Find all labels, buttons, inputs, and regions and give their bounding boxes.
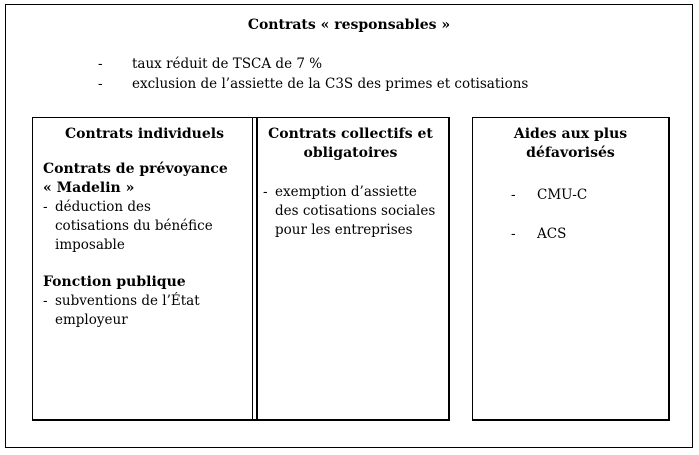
box-content: [263, 183, 442, 240]
box-contrats-individuels: [32, 117, 258, 421]
list-item: - ACS: [511, 226, 567, 242]
dash-icon: -: [43, 199, 48, 215]
dash-icon: -: [511, 187, 516, 203]
dash-icon: -: [98, 56, 103, 72]
list-item: - CMU-C: [511, 187, 588, 203]
box-title: Aides aux plus défavorisés: [513, 126, 628, 161]
list-item: - subventions de l’État employeur: [43, 293, 200, 328]
section-heading: Contrats de prévoyance: [43, 161, 228, 177]
diagram-title: Contrats « responsables »: [247, 17, 451, 33]
main-bullet-item: - exclusion de l’assiette de la C3S des primes et cotisations: [98, 76, 529, 92]
section-heading: « Madelin »: [43, 180, 135, 196]
list-item: - exemption d’assiette des cotisations sociales pour les entreprises: [263, 184, 436, 238]
dash-icon: -: [511, 226, 516, 242]
dash-icon: -: [43, 293, 48, 309]
main-bullet-list: [98, 54, 528, 94]
list-item: - déduction des cotisations du bénéfice imposable: [43, 199, 213, 253]
box-contrats-collectifs: [252, 117, 450, 421]
dash-icon: -: [263, 184, 268, 200]
box-aides-defavorises: [472, 117, 670, 421]
box-content: [43, 160, 248, 330]
box-title: Contrats collectifs et obligatoires: [268, 126, 433, 161]
section-heading: Fonction publique: [43, 274, 186, 290]
box-title: Contrats individuels: [65, 126, 224, 142]
dash-icon: -: [98, 76, 103, 92]
main-bullet-item: - taux réduit de TSCA de 7 %: [98, 56, 323, 72]
box-content: [511, 186, 587, 244]
